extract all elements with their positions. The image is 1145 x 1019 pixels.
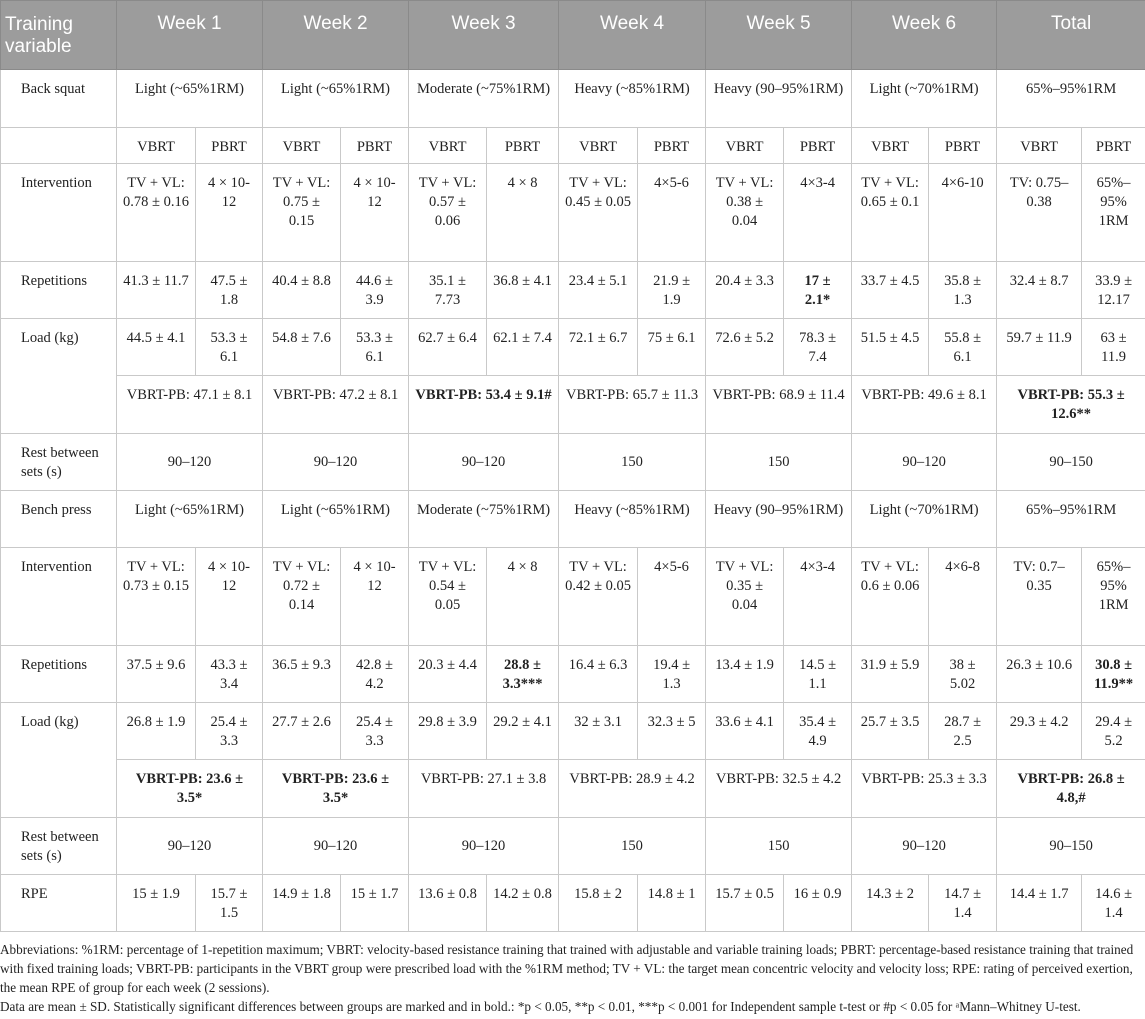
table-cell: 15.7 ± 1.5: [196, 875, 263, 932]
table-cell: 47.5 ± 1.8: [196, 262, 263, 319]
table-cell: Heavy (~85%1RM): [559, 491, 706, 548]
bold-value: VBRT-PB: 53.4 ± 9.1#: [415, 387, 552, 403]
table-cell: 14.5 ± 1.1: [784, 646, 852, 703]
table-cell: 37.5 ± 9.6: [117, 646, 196, 703]
table-cell: 36.5 ± 9.3: [263, 646, 341, 703]
table-cell: 4×6-10: [929, 164, 997, 262]
table-cell: PBRT: [341, 128, 409, 164]
table-cell: VBRT: [997, 128, 1082, 164]
header-cell: Total: [997, 1, 1145, 70]
bold-value: 28.8 ± 3.3***: [502, 657, 543, 692]
table-cell: 44.5 ± 4.1: [117, 319, 196, 376]
row-label: Load (kg): [1, 703, 117, 818]
table-cell: TV + VL: 0.73 ± 0.15: [117, 548, 196, 646]
table-cell: [784, 262, 852, 319]
header-row: [1, 1, 1145, 70]
row-label: Intervention: [1, 548, 117, 646]
table-cell: 25.4 ± 3.3: [196, 703, 263, 760]
table-cell: 27.7 ± 2.6: [263, 703, 341, 760]
bold-value: VBRT-PB: 23.6 ± 3.5*: [281, 771, 390, 806]
table-row: [1, 548, 1145, 646]
table-cell: TV + VL: 0.72 ± 0.14: [263, 548, 341, 646]
table-cell: VBRT-PB: 47.1 ± 8.1: [117, 376, 263, 434]
table-cell: 29.2 ± 4.1: [487, 703, 559, 760]
table-cell: 33.9 ± 12.17: [1082, 262, 1145, 319]
table-cell: 59.7 ± 11.9: [997, 319, 1082, 376]
table-cell: 13.4 ± 1.9: [706, 646, 784, 703]
row-label: Bench press: [1, 491, 117, 548]
header-cell: Week 3: [409, 1, 559, 70]
table-cell: Moderate (~75%1RM): [409, 70, 559, 128]
table-cell: TV + VL: 0.38 ± 0.04: [706, 164, 784, 262]
table-cell: 38 ± 5.02: [929, 646, 997, 703]
table-cell: 4 × 10-12: [341, 548, 409, 646]
row-label: [1, 128, 117, 164]
table-cell: 65%–95%1RM: [997, 70, 1145, 128]
table-cell: VBRT-PB: 25.3 ± 3.3: [852, 760, 997, 818]
table-cell: TV: 0.7–0.35: [997, 548, 1082, 646]
table-cell: VBRT-PB: 32.5 ± 4.2: [706, 760, 852, 818]
table-cell: 15 ± 1.9: [117, 875, 196, 932]
table-cell: Heavy (~85%1RM): [559, 70, 706, 128]
table-row: [1, 703, 1145, 760]
table-cell: 14.7 ± 1.4: [929, 875, 997, 932]
table-cell: 14.6 ± 1.4: [1082, 875, 1145, 932]
table-cell: TV + VL: 0.65 ± 0.1: [852, 164, 929, 262]
table-cell: 23.4 ± 5.1: [559, 262, 638, 319]
table-cell: Heavy (90–95%1RM): [706, 70, 852, 128]
row-label: Rest between sets (s): [1, 818, 117, 875]
header-cell: Training variable: [1, 1, 117, 70]
table-cell: 4×3-4: [784, 548, 852, 646]
table-cell: 53.3 ± 6.1: [341, 319, 409, 376]
table-cell: TV + VL: 0.54 ± 0.05: [409, 548, 487, 646]
table-cell: 15 ± 1.7: [341, 875, 409, 932]
table-cell: 4 × 10-12: [196, 164, 263, 262]
table-row: [1, 262, 1145, 319]
table-cell: 29.8 ± 3.9: [409, 703, 487, 760]
table-cell: TV: 0.75–0.38: [997, 164, 1082, 262]
table-cell: VBRT: [409, 128, 487, 164]
header-cell: Week 2: [263, 1, 409, 70]
header-cell: Week 1: [117, 1, 263, 70]
row-label: Repetitions: [1, 646, 117, 703]
table-row: [1, 875, 1145, 932]
table-cell: Moderate (~75%1RM): [409, 491, 559, 548]
table-cell: Light (~65%1RM): [117, 70, 263, 128]
table-row: [1, 376, 1145, 434]
table-cell: VBRT: [706, 128, 784, 164]
table-cell: 90–120: [117, 434, 263, 491]
table-cell: TV + VL: 0.78 ± 0.16: [117, 164, 196, 262]
table-cell: 14.9 ± 1.8: [263, 875, 341, 932]
table-cell: PBRT: [929, 128, 997, 164]
table-cell: 28.7 ± 2.5: [929, 703, 997, 760]
table-cell: 32.3 ± 5: [638, 703, 706, 760]
table-cell: 25.7 ± 3.5: [852, 703, 929, 760]
table-cell: 31.9 ± 5.9: [852, 646, 929, 703]
header-cell: Week 6: [852, 1, 997, 70]
table-cell: 35.4 ± 4.9: [784, 703, 852, 760]
table-cell: 90–120: [409, 818, 559, 875]
header-cell: Week 5: [706, 1, 852, 70]
table-cell: 65%–95%1RM: [997, 491, 1145, 548]
table-cell: 32.4 ± 8.7: [997, 262, 1082, 319]
table-cell: 14.8 ± 1: [638, 875, 706, 932]
table-cell: 90–120: [263, 434, 409, 491]
table-cell: 25.4 ± 3.3: [341, 703, 409, 760]
table-cell: 150: [559, 434, 706, 491]
table-cell: 40.4 ± 8.8: [263, 262, 341, 319]
significance-note: Data are mean ± SD. Statistically significant differences between groups are marked and in bold.: *p < 0.05, **p < 0.01, ***p < 0.001 for Independent sample t-test or #p < 0.05 for ᵃMann–Whitney U-test.: [0, 999, 1081, 1014]
table-cell: TV + VL: 0.75 ± 0.15: [263, 164, 341, 262]
table-cell: TV + VL: 0.35 ± 0.04: [706, 548, 784, 646]
table-cell: 53.3 ± 6.1: [196, 319, 263, 376]
bold-value: VBRT-PB: 55.3 ± 12.6**: [1017, 387, 1125, 422]
table-cell: VBRT-PB: 28.9 ± 4.2: [559, 760, 706, 818]
row-label: Load (kg): [1, 319, 117, 434]
table-cell: PBRT: [487, 128, 559, 164]
table-cell: 90–150: [997, 818, 1145, 875]
table-cell: 90–120: [409, 434, 559, 491]
table-cell: 4 × 10-12: [341, 164, 409, 262]
row-label: Repetitions: [1, 262, 117, 319]
table-cell: 150: [706, 434, 852, 491]
table-cell: 4 × 8: [487, 164, 559, 262]
table-cell: 75 ± 6.1: [638, 319, 706, 376]
table-cell: 41.3 ± 11.7: [117, 262, 196, 319]
table-row: [1, 434, 1145, 491]
table-cell: 15.8 ± 2: [559, 875, 638, 932]
table-cell: [487, 646, 559, 703]
table-cell: VBRT-PB: 47.2 ± 8.1: [263, 376, 409, 434]
table-cell: Light (~70%1RM): [852, 70, 997, 128]
table-cell: TV + VL: 0.45 ± 0.05: [559, 164, 638, 262]
table-cell: 42.8 ± 4.2: [341, 646, 409, 703]
table-cell: 65%– 95% 1RM: [1082, 548, 1145, 646]
table-row: [1, 164, 1145, 262]
table-cell: 65%–95% 1RM: [1082, 164, 1145, 262]
table-cell: 33.7 ± 4.5: [852, 262, 929, 319]
row-label: Back squat: [1, 70, 117, 128]
table-cell: 4×5-6: [638, 164, 706, 262]
table-cell: VBRT: [263, 128, 341, 164]
table-cell: VBRT-PB: 27.1 ± 3.8: [409, 760, 559, 818]
table-cell: [117, 760, 263, 818]
table-cell: [997, 376, 1145, 434]
table-cell: Light (~65%1RM): [263, 491, 409, 548]
table-cell: 4×5-6: [638, 548, 706, 646]
table-cell: VBRT: [117, 128, 196, 164]
table-cell: TV + VL: 0.6 ± 0.06: [852, 548, 929, 646]
table-cell: PBRT: [196, 128, 263, 164]
row-label: Intervention: [1, 164, 117, 262]
table-cell: 14.3 ± 2: [852, 875, 929, 932]
table-row: [1, 646, 1145, 703]
table-cell: PBRT: [1082, 128, 1145, 164]
table-cell: 4 × 10-12: [196, 548, 263, 646]
table-cell: Light (~65%1RM): [117, 491, 263, 548]
table-row: [1, 70, 1145, 128]
table-cell: 26.8 ± 1.9: [117, 703, 196, 760]
table-cell: 20.4 ± 3.3: [706, 262, 784, 319]
bold-value: 30.8 ± 11.9**: [1094, 657, 1134, 692]
table-cell: 150: [706, 818, 852, 875]
table-row: [1, 128, 1145, 164]
table-cell: Light (~65%1RM): [263, 70, 409, 128]
table-row: [1, 760, 1145, 818]
table-cell: 55.8 ± 6.1: [929, 319, 997, 376]
table-row: [1, 818, 1145, 875]
table-cell: 35.1 ± 7.73: [409, 262, 487, 319]
table-cell: 14.2 ± 0.8: [487, 875, 559, 932]
header-cell: Week 4: [559, 1, 706, 70]
table-cell: 63 ± 11.9: [1082, 319, 1145, 376]
table-row: [1, 319, 1145, 376]
table-row: [1, 491, 1145, 548]
table-cell: 21.9 ± 1.9: [638, 262, 706, 319]
table-cell: TV + VL: 0.42 ± 0.05: [559, 548, 638, 646]
table-cell: 33.6 ± 4.1: [706, 703, 784, 760]
table-cell: 43.3 ± 3.4: [196, 646, 263, 703]
table-cell: 13.6 ± 0.8: [409, 875, 487, 932]
table-cell: 150: [559, 818, 706, 875]
table-cell: Heavy (90–95%1RM): [706, 491, 852, 548]
table-cell: 20.3 ± 4.4: [409, 646, 487, 703]
row-label: RPE: [1, 875, 117, 932]
table-cell: 90–120: [117, 818, 263, 875]
table-cell: 62.7 ± 6.4: [409, 319, 487, 376]
bold-value: VBRT-PB: 23.6 ± 3.5*: [135, 771, 244, 806]
table-cell: 29.4 ± 5.2: [1082, 703, 1145, 760]
table-cell: 14.4 ± 1.7: [997, 875, 1082, 932]
table-cell: VBRT-PB: 68.9 ± 11.4: [706, 376, 852, 434]
row-label: Rest between sets (s): [1, 434, 117, 491]
table-cell: 90–120: [263, 818, 409, 875]
table-cell: [997, 760, 1145, 818]
table-cell: PBRT: [784, 128, 852, 164]
table-cell: 4×6-8: [929, 548, 997, 646]
table-cell: 51.5 ± 4.5: [852, 319, 929, 376]
table-cell: 90–120: [852, 818, 997, 875]
table-cell: PBRT: [638, 128, 706, 164]
table-cell: 4 × 8: [487, 548, 559, 646]
table-cell: 54.8 ± 7.6: [263, 319, 341, 376]
table-cell: 36.8 ± 4.1: [487, 262, 559, 319]
table-cell: 26.3 ± 10.6: [997, 646, 1082, 703]
table-cell: 35.8 ± 1.3: [929, 262, 997, 319]
table-cell: 62.1 ± 7.4: [487, 319, 559, 376]
table-cell: 72.6 ± 5.2: [706, 319, 784, 376]
table-cell: 4×3-4: [784, 164, 852, 262]
table-cell: 15.7 ± 0.5: [706, 875, 784, 932]
table-cell: VBRT: [852, 128, 929, 164]
table-cell: 90–150: [997, 434, 1145, 491]
table-cell: 32 ± 3.1: [559, 703, 638, 760]
table-cell: 78.3 ± 7.4: [784, 319, 852, 376]
table-cell: [1082, 646, 1145, 703]
table-cell: 16 ± 0.9: [784, 875, 852, 932]
table-cell: Light (~70%1RM): [852, 491, 997, 548]
table-cell: VBRT-PB: 65.7 ± 11.3: [559, 376, 706, 434]
abbreviations-note: Abbreviations: %1RM: percentage of 1-repetition maximum; VBRT: velocity-based resistance training that trained with adjustable and variable training loads; PBRT: percentage-based resistance training that trained with fixed training loads; VBRT-PB: participants in the VBRT group were prescribed load with the %1RM method; TV + VL: the target mean concentric velocity and velocity loss; RPE: rating of perceived exertion, the mean RPE of group for each week (2 sessions).: [0, 942, 1134, 995]
table-cell: 44.6 ± 3.9: [341, 262, 409, 319]
bold-value: VBRT-PB: 26.8 ± 4.8,#: [1017, 771, 1125, 806]
table-cell: 90–120: [852, 434, 997, 491]
table-cell: VBRT: [559, 128, 638, 164]
table-cell: [263, 760, 409, 818]
table-cell: VBRT-PB: 49.6 ± 8.1: [852, 376, 997, 434]
table-cell: 16.4 ± 6.3: [559, 646, 638, 703]
table-cell: 29.3 ± 4.2: [997, 703, 1082, 760]
table-cell: TV + VL: 0.57 ± 0.06: [409, 164, 487, 262]
table-cell: 72.1 ± 6.7: [559, 319, 638, 376]
table-cell: 19.4 ± 1.3: [638, 646, 706, 703]
bold-value: 17 ± 2.1*: [804, 273, 831, 308]
table-footnotes: [0, 940, 1140, 1016]
table-cell: [409, 376, 559, 434]
